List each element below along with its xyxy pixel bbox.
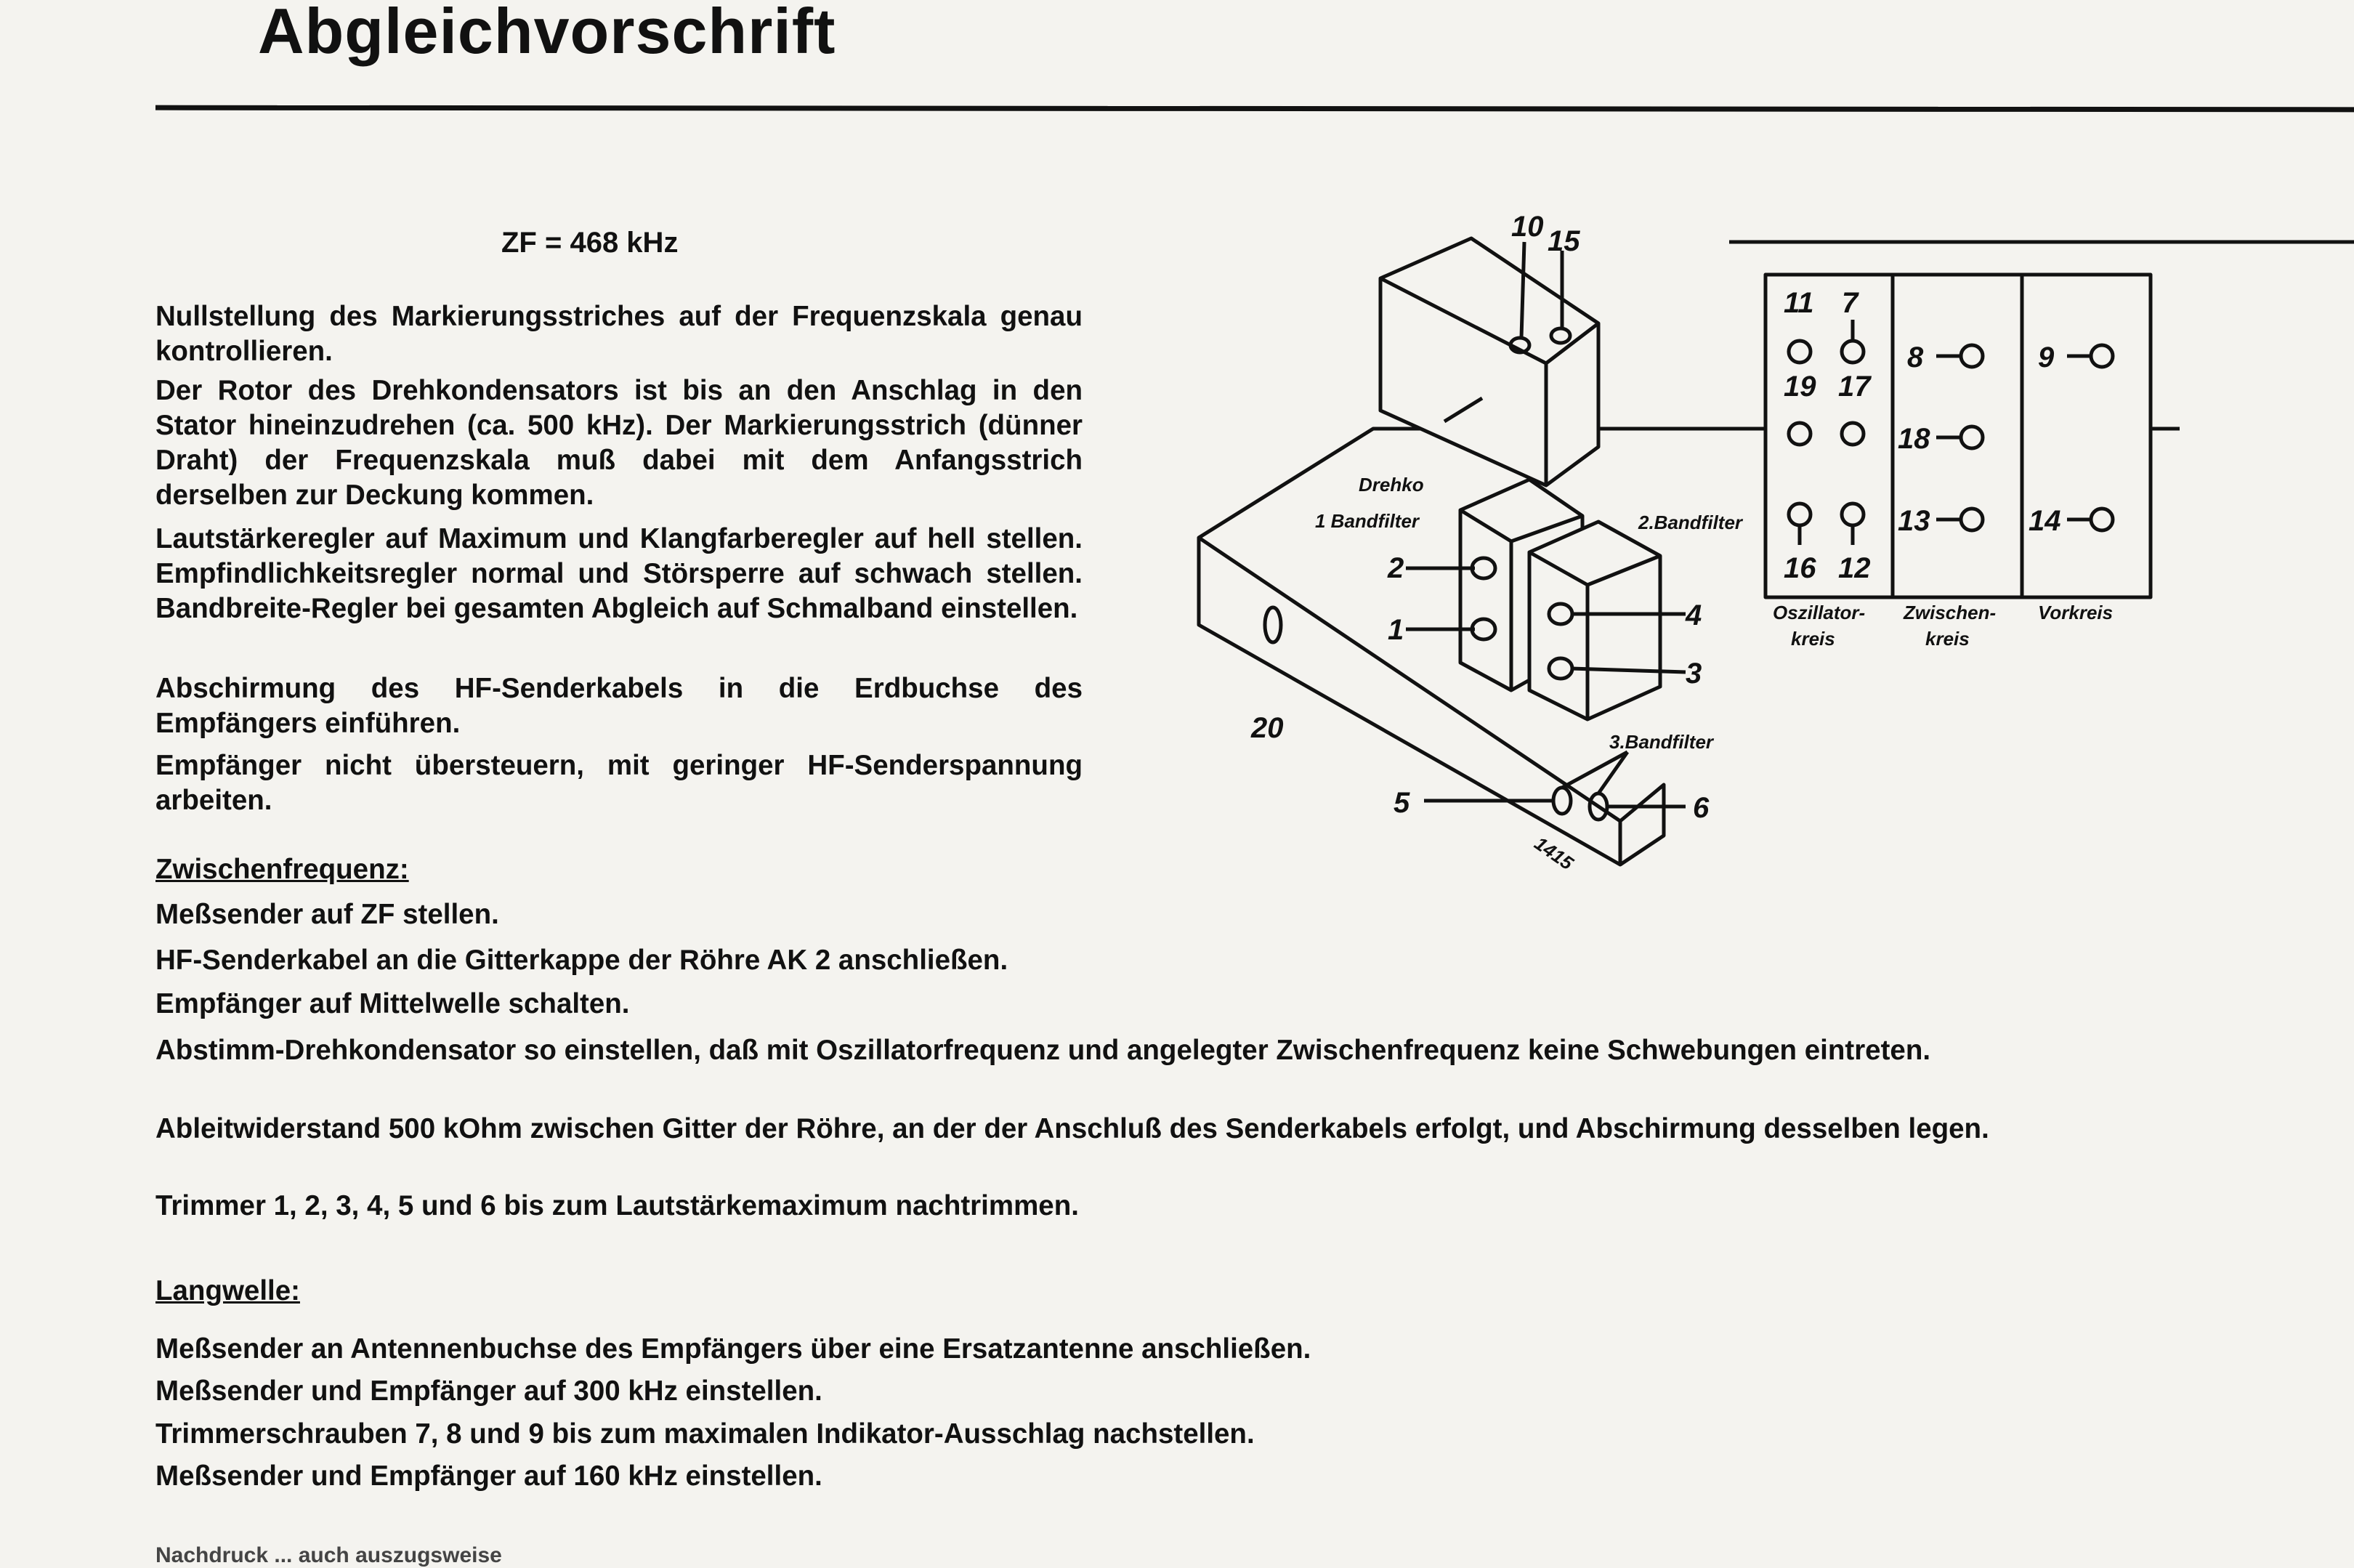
intro-paragraph: Abschirmung des HF-Senderkabels in die Erdbuchse des Empfängers einführen. xyxy=(155,673,1083,739)
label-20: 20 xyxy=(1251,712,1284,744)
label-4: 4 xyxy=(1686,599,1702,631)
label-chassis-number: 1415 xyxy=(1530,832,1578,875)
label-zwischen: Zwischen- xyxy=(1904,602,1997,623)
intro-paragraph: Der Rotor des Drehkondensators ist bis an den Anschlag in den Stator hineinzudrehen (ca. 500 kHz). Der Markierungsstrich (dünner Draht) der Frequenzskala muß dabei mit dem Anfangsstrich derselben zur Deckung kommen. xyxy=(155,375,1083,511)
label-13: 13 xyxy=(1898,505,1930,537)
intro-paragraph: Empfänger nicht übersteuern, mit geringer HF-Senderspannung arbeiten. xyxy=(155,750,1083,816)
label-9: 9 xyxy=(2038,342,2055,373)
label-18: 18 xyxy=(1898,423,1930,455)
label-17: 17 xyxy=(1838,371,1871,403)
label-zwischen-kreis: kreis xyxy=(1925,628,1970,650)
page-title: Abgleichvorschrift xyxy=(258,0,836,67)
instruction-line: Ableitwiderstand 500 kOhm zwischen Gitter der Röhre, an der der Anschluß des Senderkabels erfolgt, und Abschirmung desselben legen. xyxy=(155,1113,1989,1144)
instruction-line: Empfänger auf Mittelwelle schalten. xyxy=(155,988,630,1019)
label-oszillator-kreis: kreis xyxy=(1791,628,1835,650)
label-7: 7 xyxy=(1842,287,1858,319)
label-vorkreis: Vorkreis xyxy=(2038,602,2114,623)
label-bandfilter-2: 2.Bandfilter xyxy=(1638,512,1743,533)
label-15: 15 xyxy=(1548,225,1580,257)
instruction-line: Meßsender und Empfänger auf 160 kHz einstellen. xyxy=(155,1460,822,1492)
label-2: 2 xyxy=(1388,552,1404,584)
instruction-line: Meßsender auf ZF stellen. xyxy=(155,899,499,930)
label-16: 16 xyxy=(1784,552,1816,584)
section-heading-zwischenfrequenz: Zwischenfrequenz: xyxy=(155,854,409,885)
label-12: 12 xyxy=(1838,552,1871,584)
label-3: 3 xyxy=(1686,658,1702,690)
label-5: 5 xyxy=(1394,787,1410,819)
instruction-line: Trimmerschrauben 7, 8 und 9 bis zum maximalen Indikator-Ausschlag nachstellen. xyxy=(155,1418,1255,1450)
bandfilter-2-box xyxy=(1529,522,1660,719)
instruction-line: Meßsender und Empfänger auf 300 kHz einstellen. xyxy=(155,1375,822,1407)
label-1: 1 xyxy=(1388,614,1404,646)
intro-paragraph: Nullstellung des Markierungsstriches auf der Frequenzskala genau kontrollieren. xyxy=(155,301,1083,367)
label-8: 8 xyxy=(1907,342,1924,373)
label-11: 11 xyxy=(1784,287,1814,319)
label-oszillator: Oszillator- xyxy=(1773,602,1866,623)
label-19: 19 xyxy=(1784,371,1816,403)
chassis-side xyxy=(1620,785,1664,865)
instruction-line: Trimmer 1, 2, 3, 4, 5 und 6 bis zum Lautstärkemaximum nachtrimmen. xyxy=(155,1190,1079,1221)
label-14: 14 xyxy=(2029,505,2061,537)
section-heading-langwelle: Langwelle: xyxy=(155,1275,300,1306)
instruction-line: Abstimm-Drehkondensator so einstellen, daß mit Oszillatorfrequenz und angelegter Zwischenfrequenz keine Schwebungen eintreten. xyxy=(155,1035,1931,1066)
zf-value: ZF = 468 kHz xyxy=(501,227,679,259)
intro-paragraph: Lautstärkeregler auf Maximum und Klangfarberegler auf hell stellen. Empfindlichkeitsregler normal und Störsperre auf schwach stellen. Bandbreite-Regler bei gesamten Abgleich auf Schmalband einstellen. xyxy=(155,523,1083,624)
label-bandfilter-3: 3.Bandfilter xyxy=(1609,731,1714,753)
label-10: 10 xyxy=(1511,211,1544,243)
label-6: 6 xyxy=(1693,792,1710,824)
drehko-box xyxy=(1380,238,1598,485)
label-bandfilter-1: 1 Bandfilter xyxy=(1315,510,1420,532)
truncated-footer-line: Nachdruck ... auch auszugsweise xyxy=(155,1543,502,1567)
instruction-line: HF-Senderkabel an die Gitterkappe der Röhre AK 2 anschließen. xyxy=(155,945,1008,976)
instruction-line: Meßsender an Antennenbuchse des Empfängers über eine Ersatzantenne anschließen. xyxy=(155,1333,1311,1365)
label-drehko: Drehko xyxy=(1359,474,1424,496)
